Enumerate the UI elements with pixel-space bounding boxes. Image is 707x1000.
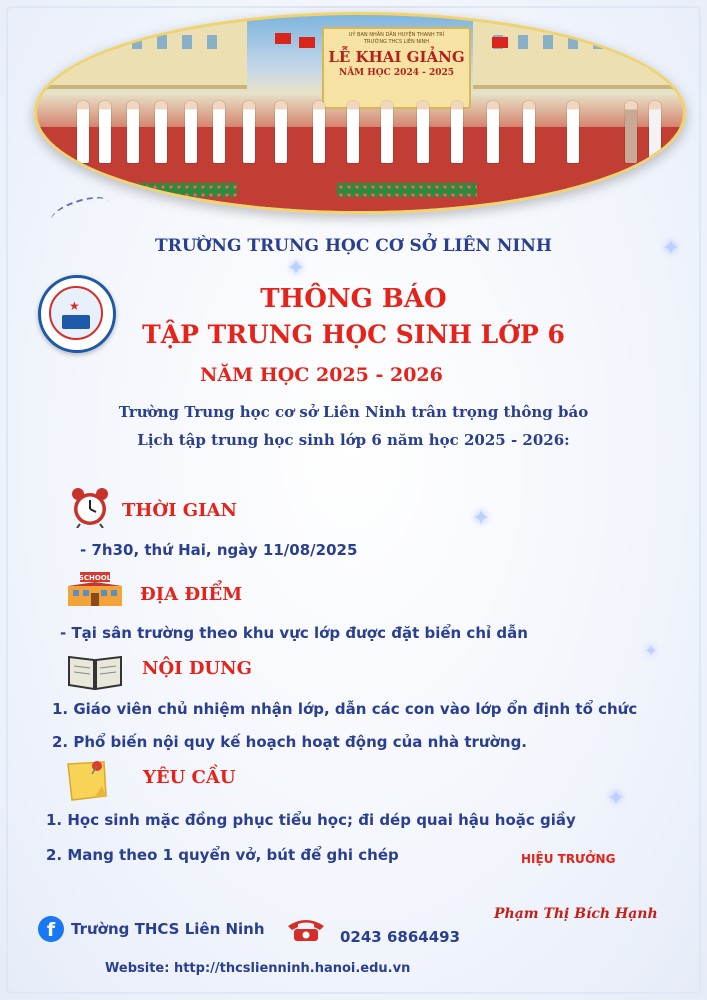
sparkle-icon: ✦ xyxy=(606,786,626,811)
section-content-heading: NỘI DUNG xyxy=(142,658,252,679)
section-time-heading: THỜI GIAN xyxy=(122,500,237,521)
notice-subtitle: TẬP TRUNG HỌC SINH LỚP 6 xyxy=(142,320,565,349)
telephone-icon xyxy=(286,916,326,942)
requirement-item-1: 1. Học sinh mặc đồng phục tiểu học; đi dép quai hậu hoặc giầy xyxy=(46,811,576,829)
alarm-clock-icon xyxy=(70,486,110,528)
notice-title: THÔNG BÁO xyxy=(260,284,447,314)
content-item-1: 1. Giáo viên chủ nhiệm nhận lớp, dẫn các con vào lớp ổn định tổ chức xyxy=(52,700,638,718)
school-name: TRƯỜNG TRUNG HỌC CƠ SỞ LIÊN NINH xyxy=(155,236,552,256)
flag-icon xyxy=(492,37,508,48)
section-requirements-heading: YÊU CẦU xyxy=(143,767,236,788)
banner-year: NĂM HỌC 2024 - 2025 xyxy=(338,68,455,78)
content-item-2: 2. Phổ biến nội quy kế hoạch hoạt động của nhà trường. xyxy=(52,733,528,751)
flower-row xyxy=(337,183,477,197)
website-link[interactable]: Website: http://thcslienninh.hanoi.edu.vn xyxy=(105,961,411,976)
time-detail: - 7h30, thứ Hai, ngày 11/08/2025 xyxy=(80,541,358,559)
school-building-icon xyxy=(64,570,126,608)
banner-authority: UỶ BAN NHÂN DÂN HUYỆN THANH TRÌ xyxy=(348,32,445,38)
section-place-heading: ĐỊA ĐIỂM xyxy=(140,584,243,605)
intro-line-1: Trường Trung học cơ sở Liên Ninh trân trọng thông báo xyxy=(118,403,589,421)
flower-row xyxy=(87,183,237,197)
facebook-icon[interactable]: f xyxy=(38,916,64,942)
phone-number[interactable]: 0243 6864493 xyxy=(340,928,461,946)
sparkle-icon: ✦ xyxy=(471,506,491,531)
sticky-note-icon xyxy=(64,758,110,802)
flag-icon xyxy=(275,33,291,44)
banner-title: LỄ KHAI GIẢNG xyxy=(328,48,465,66)
school-year: NĂM HỌC 2025 - 2026 xyxy=(200,364,443,386)
school-logo: ★ xyxy=(38,275,116,353)
facebook-page-link[interactable]: Trường THCS Liên Ninh xyxy=(71,920,265,938)
sparkle-icon: ✦ xyxy=(644,641,658,660)
intro-line-2: Lịch tập trung học sinh lớp 6 năm học 2025 - 2026: xyxy=(137,431,570,449)
sparkle-icon: ✦ xyxy=(286,256,306,281)
flag-icon xyxy=(299,37,315,48)
svg-text:SCHOOL: SCHOOL xyxy=(78,574,112,582)
principal-name: Phạm Thị Bích Hạnh xyxy=(494,906,658,922)
open-book-icon xyxy=(65,651,125,691)
school-building-right xyxy=(473,15,683,89)
principal-title: HIỆU TRƯỞNG xyxy=(521,852,616,866)
place-detail: - Tại sân trường theo khu vực lớp được đặt biển chỉ dẫn xyxy=(60,624,528,642)
ceremony-photo xyxy=(34,12,686,214)
requirement-item-2: 2. Mang theo 1 quyển vở, bút để ghi chép xyxy=(46,846,399,864)
ceremony-banner xyxy=(322,27,471,109)
banner-school: TRƯỜNG THCS LIÊN NINH xyxy=(363,39,430,45)
school-building-left xyxy=(37,15,247,89)
sparkle-icon: ✦ xyxy=(661,236,681,261)
